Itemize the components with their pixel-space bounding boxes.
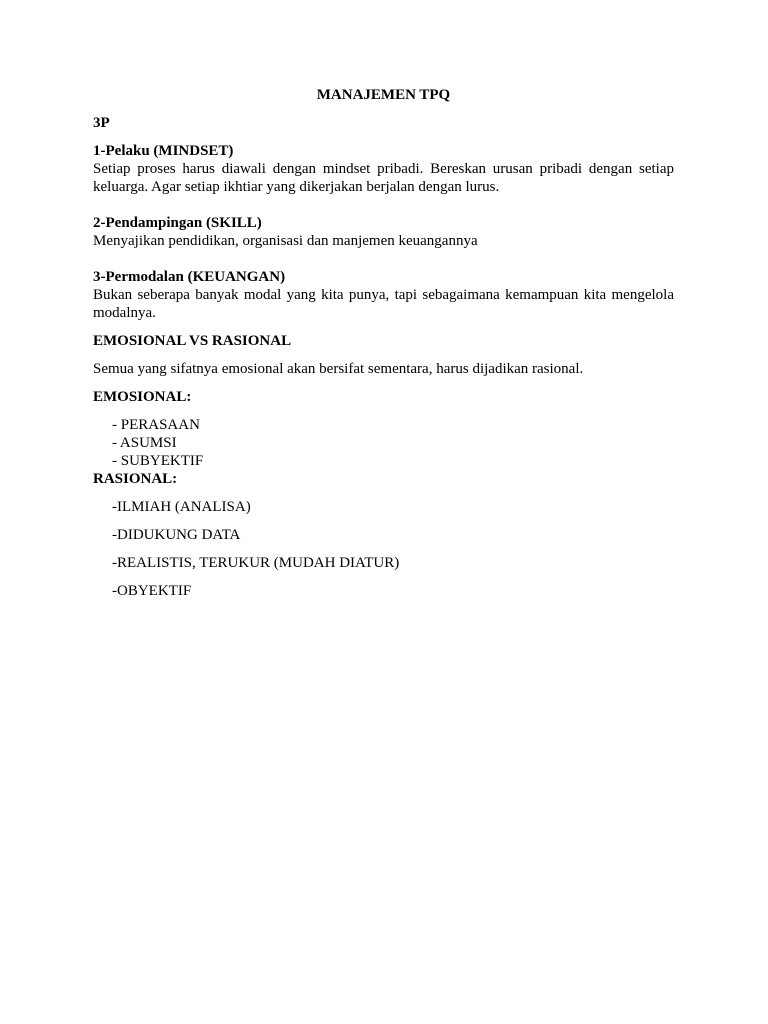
point-1-heading: 1-Pelaku (MINDSET) <box>93 143 234 159</box>
vs-heading: EMOSIONAL VS RASIONAL <box>93 333 292 349</box>
document-title: MANAJEMEN TPQ <box>316 87 451 103</box>
emosional-item: - PERASAAN <box>112 417 200 433</box>
rasional-item: -OBYEKTIF <box>112 583 192 599</box>
emosional-item: - ASUMSI <box>112 435 177 451</box>
emosional-heading: EMOSIONAL: <box>93 389 192 405</box>
point-3-text: Bukan seberapa banyak modal yang kita punya, tapi sebagaimana kemampuan kita mengelola modalnya. <box>93 287 674 321</box>
point-3-heading: 3-Permodalan (KEUANGAN) <box>93 269 286 285</box>
point-1-text: Setiap proses harus diawali dengan mindset pribadi. Bereskan urusan pribadi dengan setiap keluarga. Agar setiap ikhtiar yang dikerjakan berjalan dengan lurus. <box>93 161 674 195</box>
emosional-list <box>93 416 674 470</box>
rasional-item: -DIDUKUNG DATA <box>112 527 241 543</box>
point-2-text: Menyajikan pendidikan, organisasi dan manjemen keuangannya <box>93 233 478 249</box>
point-2-heading: 2-Pendampingan (SKILL) <box>93 215 262 231</box>
section-3p-heading: 3P <box>93 115 110 131</box>
document-page <box>93 86 674 610</box>
vs-text: Semua yang sifatnya emosional akan bersifat sementara, harus dijadikan rasional. <box>93 361 584 377</box>
rasional-item: -ILMIAH (ANALISA) <box>112 499 251 515</box>
rasional-heading: RASIONAL: <box>93 471 178 487</box>
emosional-item: - SUBYEKTIF <box>112 453 204 469</box>
rasional-list <box>93 498 674 600</box>
rasional-item: -REALISTIS, TERUKUR (MUDAH DIATUR) <box>112 555 400 571</box>
